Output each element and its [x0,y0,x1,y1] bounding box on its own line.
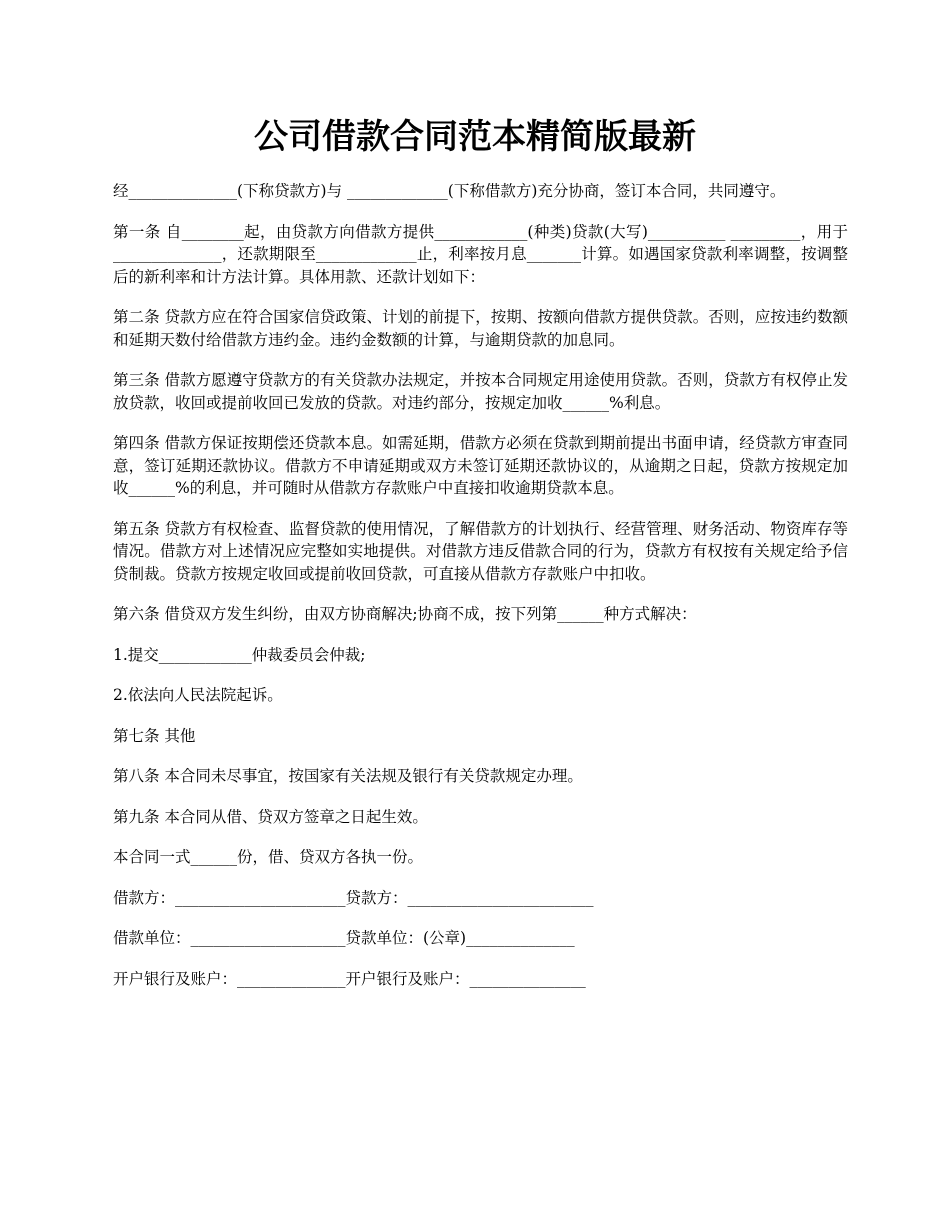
dispute-option-2: 2.依法向人民法院起诉。 [113,686,283,704]
article-9: 第九条 本合同从借、贷双方签章之日起生效。 [113,807,428,826]
signature-row-units: 借款单位：____________________贷款单位：(公章)______________ [113,929,575,947]
article-5: 第五条 贷款方有权检查、监督贷款的使用情况，了解借款方的计划执行、经营管理、财务活动、物资库存等情况。借款方对上述情况应完整如实地提供。对借款方违反借款合同的行为，贷款方有权按有关规定给予信贷制裁。贷款方按规定收回或提前收回贷款，可直接从借款方存款账户中扣收。 [113,519,848,583]
article-3: 第三条 借款方愿遵守贷款方的有关贷款办法规定，并按本合同规定用途使用贷款。否则，贷款方有权停止发放贷款，收回或提前收回已发放的贷款。对违约部分，按规定加收______%利息。 [113,371,848,412]
article-4: 第四条 借款方保证按期偿还贷款本息。如需延期，借款方必须在贷款到期前提出书面申请，经贷款方审查同意，签订延期还款协议。借款方不申请延期或双方未签订延期还款协议的，从逾期之日起，贷款方按规定加收______%的利息，并可随时从借款方存款账户中直接扣收逾期贷款本息。 [113,434,848,497]
article-2: 第二条 贷款方应在符合国家信贷政策、计划的前提下，按期、按额向借款方提供贷款。否则，应按违约数额和延期天数付给借款方违约金。违约金数额的计算，与逾期贷款的加息同。 [113,308,848,349]
signature-row-bank-accounts: 开户银行及账户：______________开户银行及账户：_______________ [113,969,586,988]
article-1: 第一条 自________起，由贷款方向借款方提供____________(种类)贷款(大写)__________ _________，用于______________，还款期限至_____________止，利率按月息_______计算。如遇国家贷款利率调整，按调整后的新利率和计方法计算。具体用款、还款计划如下： [113,222,848,286]
article-7: 第七条 其他 [113,726,196,745]
contract-body [113,180,848,1008]
document-title: 公司借款合同范本精简版最新 [254,117,696,157]
signature-row-parties: 借款方：______________________贷款方：________________________ [113,888,594,907]
article-6: 第六条 借贷双方发生纠纷，由双方协商解决;协商不成，按下列第______种方式解决： [113,605,697,623]
copies-clause: 本合同一式______份，借、贷双方各执一份。 [113,848,424,866]
article-8: 第八条 本合同未尽事宜，按国家有关法规及银行有关贷款规定办理。 [113,767,583,785]
intro-paragraph: 经______________(下称贷款方)与 _____________(下称借款方)充分协商，签订本合同，共同遵守。 [113,182,786,200]
dispute-option-1: 1.提交____________仲裁委员会仲裁; [113,645,366,664]
